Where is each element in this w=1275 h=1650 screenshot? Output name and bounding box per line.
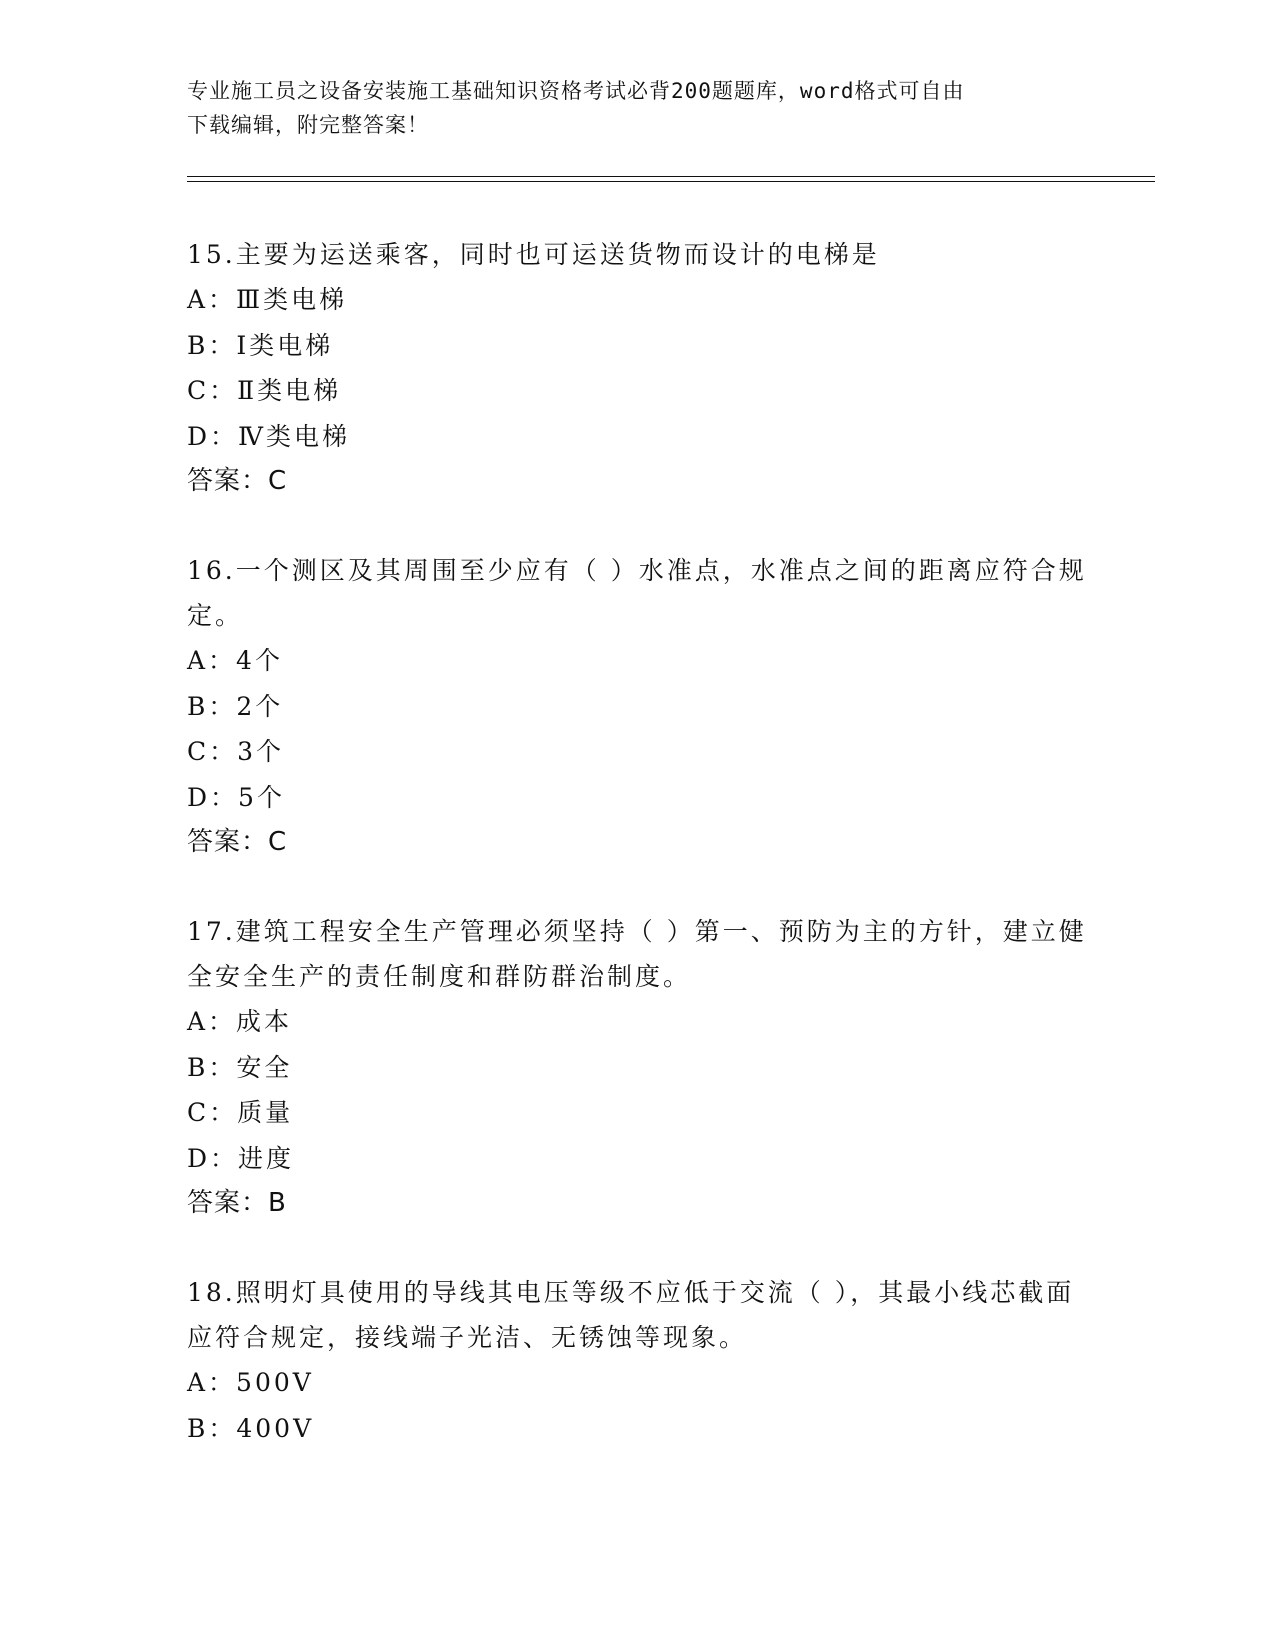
- answer: 答案：B: [187, 1188, 287, 1218]
- question-16: [187, 548, 1087, 865]
- option-b: B：400V: [187, 1413, 315, 1443]
- question-stem: 18.照明灯具使用的导线其电压等级不应低于交流（ ），其最小线芯截面应符合规定，接线端子光洁、无锈蚀等现象。: [187, 1278, 1075, 1352]
- document-header: [187, 74, 1077, 142]
- option-d: D：进度: [187, 1143, 295, 1173]
- question-stem: 15.主要为运送乘客，同时也可运送货物而设计的电梯是: [187, 240, 880, 269]
- header-divider-bottom: [187, 181, 1155, 182]
- option-c: C：3个: [187, 737, 285, 766]
- option-c: C：Ⅱ类电梯: [187, 376, 342, 405]
- question-stem: 17.建筑工程安全生产管理必须坚持（ ）第一、预防为主的方针，建立健全安全生产的责任制度和群防群治制度。: [187, 917, 1087, 991]
- option-a: A：成本: [187, 1007, 293, 1036]
- question-18: [187, 1270, 1087, 1451]
- option-d: D：Ⅳ类电梯: [187, 421, 351, 451]
- option-b: B：安全: [187, 1052, 293, 1082]
- option-b: B：Ⅰ类电梯: [187, 330, 334, 360]
- option-b: B：2个: [187, 691, 284, 721]
- option-a: A：500V: [187, 1368, 314, 1397]
- option-c: C：质量: [187, 1098, 294, 1127]
- header-line-2: 下载编辑，附完整答案！: [187, 113, 429, 137]
- question-15: [187, 232, 1087, 504]
- header-line-1: 专业施工员之设备安装施工基础知识资格考试必背200题题库，word格式可自由: [187, 79, 965, 103]
- header-divider-top: [187, 176, 1155, 177]
- question-17: [187, 909, 1087, 1226]
- question-list: [187, 232, 1087, 1495]
- option-a: A：Ⅲ类电梯: [187, 285, 348, 314]
- answer: 答案：C: [187, 466, 288, 496]
- option-d: D：5个: [187, 782, 285, 812]
- question-stem: 16.一个测区及其周围至少应有（ ）水准点，水准点之间的距离应符合规定。: [187, 556, 1087, 630]
- answer: 答案：C: [187, 827, 288, 857]
- option-a: A：4个: [187, 646, 283, 675]
